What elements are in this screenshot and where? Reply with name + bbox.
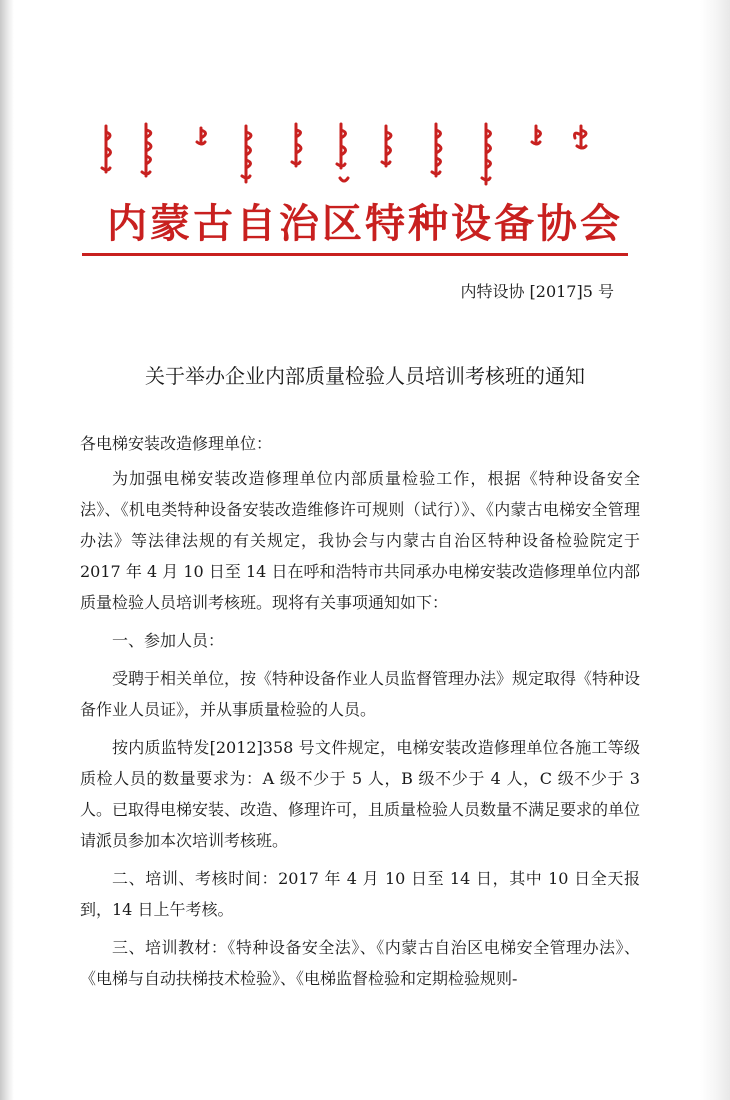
document-number: 内特设协 [2017]5 号 [460,282,614,301]
letterhead-divider [82,253,628,256]
organization-name: 内蒙古自治区特种设备协会 [107,200,623,247]
mongolian-script-graphic [96,118,616,188]
salutation: 各电梯安装改造修理单位： [80,434,273,453]
notice-title: 关于举办企业内部质量检验人员培训考核班的通知 [145,364,585,388]
mongolian-script-letterhead [96,118,616,188]
notice-body [80,428,640,1001]
scan-shadow-left [0,0,14,1100]
paragraph-staffing-requirements: 按内质监特发[2012]358 号文件规定，电梯安装改造修理单位各施工等级质检人员的数量要求为：A 级不少于 5 人，B 级不少于 4 人，C 级不少于 3 人。已取得电梯安装、改造、修理许可，且质量检验人员数量不满足要求的单位请派员参加本次培训考核班。 [80,738,641,850]
paragraph-participants: 受聘于相关单位，按《特种设备作业人员监督管理办法》规定取得《特种设备作业人员证》，并从事质量检验的人员。 [80,669,641,719]
paragraph-training-time: 二、培训、考核时间：2017 年 4 月 10 日至 14 日，其中 10 日全天报到，14 日上午考核。 [80,869,640,919]
section-heading-participants: 一、参加人员： [112,631,225,650]
paragraph-intro: 为加强电梯安装改造修理单位内部质量检验工作，根据《特种设备安全法》、《机电类特种设备安装改造维修许可规则（试行）》、《内蒙古电梯安全管理办法》等法律法规的有关规定，我协会与内蒙古自治区特种设备检验院定于 2017 年 4 月 10 日至 14 日在呼和浩特市共同承办电梯安装改造修理单位内部质量检验人员培训考核班。现将有关事项通知如下： [80,469,640,612]
paragraph-training-materials: 三、培训教材：《特种设备安全法》、《内蒙古自治区电梯安全管理办法》、《电梯与自动扶梯技术检验》、《电梯监督检验和定期检验规则- [80,938,640,988]
scan-shadow-right [700,0,730,1100]
